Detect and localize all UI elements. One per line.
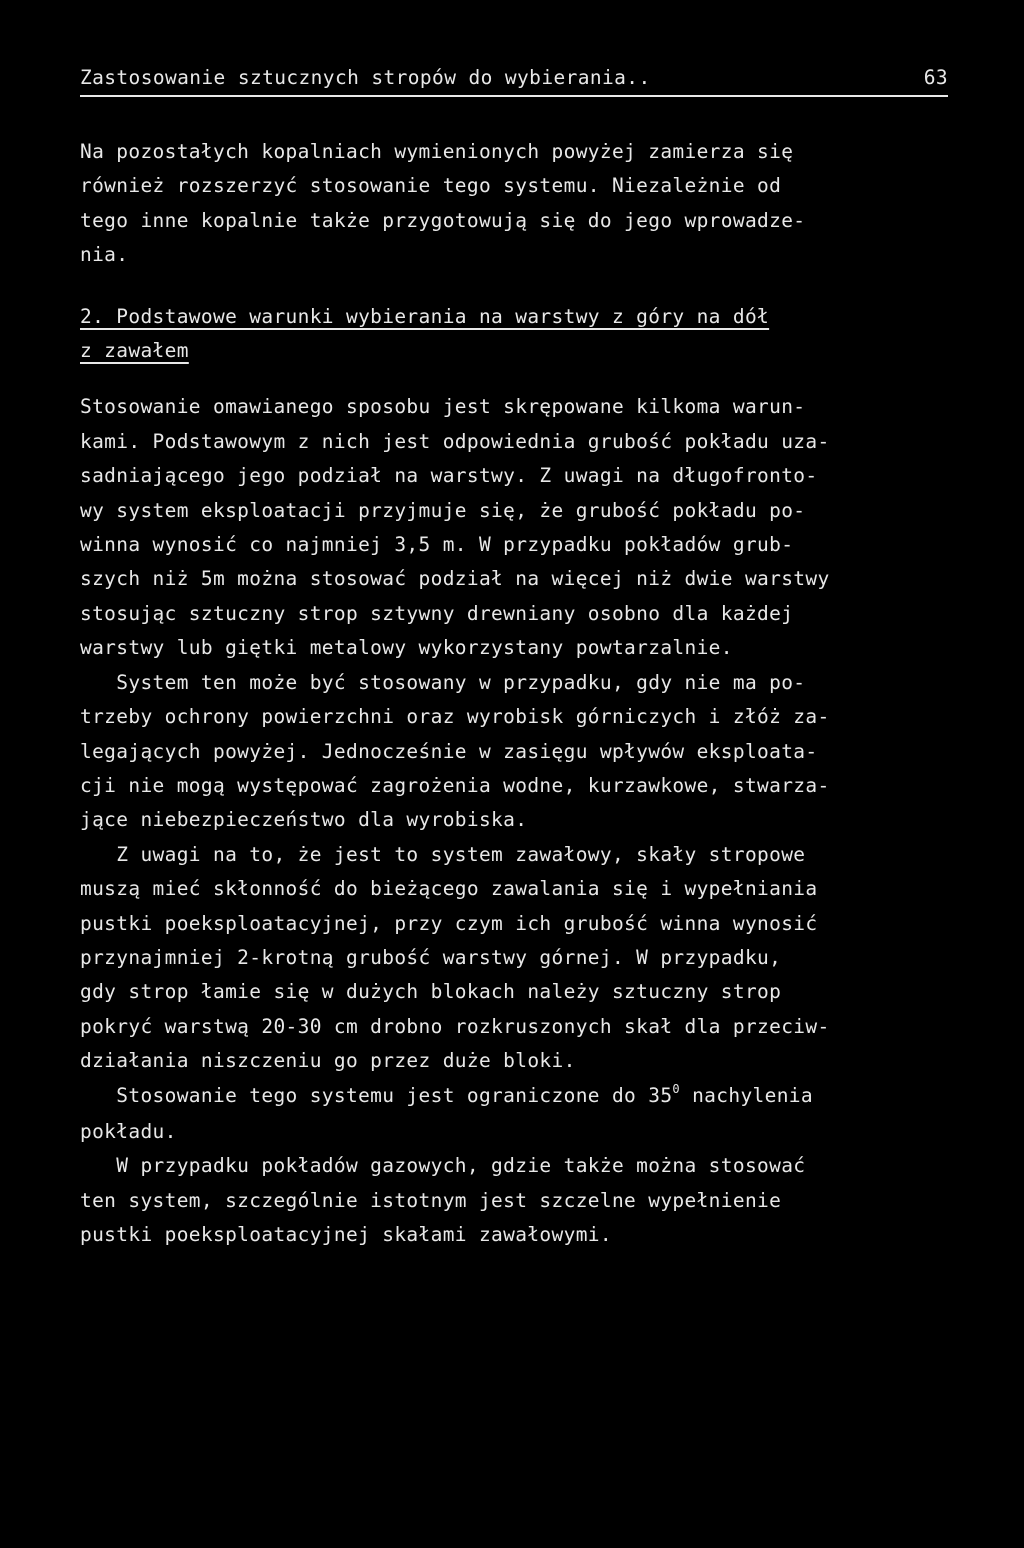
text-fragment: Stosowanie tego systemu jest ograniczone do 35 [80, 1083, 673, 1107]
text-line: stosując sztuczny strop sztywny drewniany osobno dla każdej [80, 601, 794, 625]
text-line: działania niszczeniu go przez duże bloki. [80, 1049, 576, 1073]
text-line: ten system, szczególnie istotnym jest szczelne wypełnienie [80, 1188, 782, 1212]
document-page [80, 66, 952, 1253]
text-line: cji nie mogą występować zagrożenia wodne, kurzawkowe, stwarza- [80, 773, 830, 797]
text-line: warstwy lub giętki metalowy wykorzystany powtarzalnie. [80, 636, 733, 660]
section-heading-line: z zawałem [80, 339, 189, 363]
page-number: 63 [923, 66, 948, 89]
body-text [80, 390, 952, 1252]
section-heading-line: 2. Podstawowe warunki wybierania na warstwy z góry na dół [80, 304, 770, 328]
text-line: tego inne kopalnie także przygotowują się do jego wprowadze- [80, 208, 806, 232]
text-line: trzeby ochrony powierzchni oraz wyrobisk górniczych i złóż za- [80, 705, 830, 729]
text-line [80, 1079, 952, 1115]
text-line: muszą mieć skłonność do bieżącego zawalania się i wypełniania [80, 877, 818, 901]
degree-superscript: 0 [672, 1081, 680, 1096]
text-line: sadniającego jego podział na warstwy. Z uwagi na długofronto- [80, 464, 818, 488]
text-line: winna wynosić co najmniej 3,5 m. W przypadku pokładów grub- [80, 533, 794, 557]
running-head [80, 66, 948, 97]
text-line: pokryć warstwą 20-30 cm drobno rozkruszonych skał dla przeciw- [80, 1014, 830, 1038]
text-line: przynajmniej 2-krotną grubość warstwy górnej. W przypadku, [80, 945, 782, 969]
text-line: jące niebezpieczeństwo dla wyrobiska. [80, 808, 528, 832]
text-line: wy system eksploatacji przyjmuje się, że grubość pokładu po- [80, 498, 806, 522]
text-line: Stosowanie omawianego sposobu jest skrępowane kilkoma warun- [80, 395, 806, 419]
text-line: pustki poeksploatacyjnej, przy czym ich grubość winna wynosić [80, 911, 818, 935]
intro-paragraph [80, 135, 952, 273]
text-line: również rozszerzyć stosowanie tego systemu. Niezależnie od [80, 174, 782, 198]
text-line: pokładu. [80, 1119, 177, 1143]
section-heading [80, 300, 952, 369]
text-line: W przypadku pokładów gazowych, gdzie także można stosować [80, 1154, 806, 1178]
text-line: gdy strop łamie się w dużych blokach należy sztuczny strop [80, 980, 782, 1004]
text-line: pustki poeksploatacyjnej skałami zawałowymi. [80, 1223, 612, 1247]
text-line: Z uwagi na to, że jest to system zawałowy, skały stropowe [80, 842, 806, 866]
text-line: System ten może być stosowany w przypadku, gdy nie ma po- [80, 670, 806, 694]
text-line: kami. Podstawowym z nich jest odpowiednia grubość pokładu uza- [80, 429, 830, 453]
text-line: nia. [80, 243, 129, 267]
text-line: legających powyżej. Jednocześnie w zasięgu wpływów eksploata- [80, 739, 818, 763]
text-line: Na pozostałych kopalniach wymienionych powyżej zamierza się [80, 140, 794, 163]
running-head-title: Zastosowanie sztucznych stropów do wybierania.. [80, 66, 651, 89]
text-line: szych niż 5m można stosować podział na więcej niż dwie warstwy [80, 567, 830, 591]
text-fragment: nachylenia [680, 1083, 813, 1107]
